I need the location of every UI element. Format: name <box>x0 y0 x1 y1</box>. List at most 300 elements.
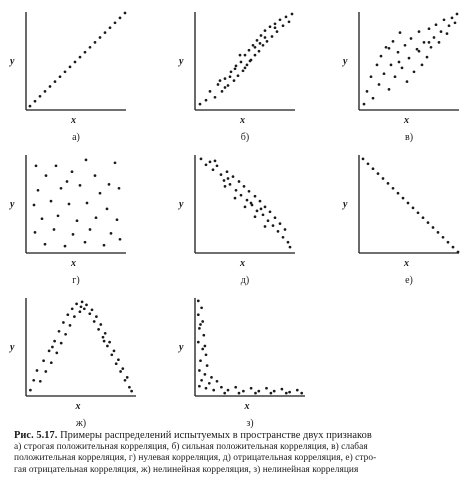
data-point <box>300 392 303 395</box>
data-point <box>240 61 243 64</box>
data-point <box>428 27 431 30</box>
data-point <box>104 31 107 34</box>
data-point <box>399 31 402 34</box>
data-point <box>260 208 263 211</box>
data-point <box>106 345 109 348</box>
data-point <box>254 195 257 198</box>
scatter-panel-2 <box>178 12 295 143</box>
data-point <box>390 64 393 67</box>
data-point <box>284 228 287 231</box>
data-point <box>197 341 200 344</box>
data-point <box>75 303 78 306</box>
data-point <box>97 328 100 331</box>
data-point <box>81 301 84 304</box>
data-point <box>53 228 56 231</box>
data-point <box>238 180 241 183</box>
data-point <box>200 158 203 161</box>
data-point <box>404 44 407 47</box>
y-axis-label: y <box>179 342 184 353</box>
caption-line-2: а) строгая положительная корреляция, б) сильная положительная корреляция, в) слабая <box>14 441 368 452</box>
data-point <box>106 208 109 211</box>
data-point <box>99 192 102 195</box>
data-point <box>277 230 280 233</box>
data-point <box>279 18 282 21</box>
data-point <box>33 204 36 207</box>
data-point <box>289 246 292 249</box>
data-point <box>44 90 47 93</box>
data-point <box>202 334 205 337</box>
data-point <box>85 304 88 307</box>
figure-caption <box>14 430 460 476</box>
data-point <box>394 75 397 78</box>
data-point <box>85 159 88 162</box>
data-point <box>86 202 89 205</box>
data-point <box>205 99 208 102</box>
data-point <box>201 320 204 323</box>
data-point <box>34 100 37 103</box>
data-point <box>264 225 267 228</box>
data-point <box>397 192 400 195</box>
data-point <box>219 79 222 82</box>
data-point <box>264 36 267 39</box>
data-point <box>267 219 270 222</box>
data-point <box>79 184 82 187</box>
y-axis-label: y <box>343 199 348 210</box>
data-point <box>103 340 106 343</box>
data-point <box>48 350 51 353</box>
data-point <box>269 25 272 28</box>
data-point <box>234 67 237 70</box>
data-point <box>116 218 119 221</box>
data-point <box>452 246 455 249</box>
x-axis-label: x <box>404 258 409 269</box>
data-point <box>198 369 201 372</box>
data-point <box>242 390 245 393</box>
data-point <box>217 83 220 86</box>
y-axis-label: y <box>179 56 184 67</box>
data-point <box>288 391 291 394</box>
data-point <box>227 84 230 87</box>
data-point <box>243 185 246 188</box>
data-point <box>430 46 433 49</box>
data-point <box>216 380 219 383</box>
data-point <box>89 46 92 49</box>
data-point <box>199 359 202 362</box>
data-point <box>104 332 107 335</box>
data-point <box>229 183 232 186</box>
data-point <box>407 202 410 205</box>
data-point <box>59 75 62 78</box>
data-point <box>99 36 102 39</box>
data-point <box>274 22 277 25</box>
data-point <box>256 39 259 42</box>
data-point <box>71 170 74 173</box>
data-point <box>227 177 230 180</box>
data-point <box>126 376 129 379</box>
data-point <box>91 308 94 311</box>
data-point <box>279 222 282 225</box>
data-point <box>366 90 369 93</box>
data-point <box>66 313 69 316</box>
data-point <box>362 158 365 161</box>
data-point <box>257 390 260 393</box>
data-point <box>119 370 122 373</box>
data-point <box>252 44 255 47</box>
data-point <box>254 46 257 49</box>
data-point <box>209 161 212 164</box>
data-point <box>84 241 87 244</box>
scatter-panel-8 <box>178 298 305 429</box>
data-point <box>53 340 56 343</box>
x-axis-label: x <box>244 401 250 412</box>
data-point <box>201 348 204 351</box>
data-point <box>440 30 443 33</box>
data-point <box>272 224 275 227</box>
panel-label: в) <box>404 132 414 143</box>
data-point <box>50 200 53 203</box>
y-axis-label: y <box>343 56 348 67</box>
data-point <box>110 353 113 356</box>
data-point <box>388 47 391 50</box>
data-point <box>216 164 219 167</box>
panel-label: д) <box>240 275 250 286</box>
y-axis-label: y <box>10 199 15 210</box>
data-point <box>456 13 459 16</box>
data-point <box>254 54 257 57</box>
data-point <box>62 321 65 324</box>
data-point <box>205 353 208 356</box>
data-point <box>423 41 426 44</box>
data-point <box>392 187 395 190</box>
data-point <box>119 238 122 241</box>
data-point <box>234 197 237 200</box>
data-point <box>199 103 202 106</box>
data-point <box>220 386 223 389</box>
caption-line-3: положительная корреляция, г) нулевая корреляция, д) отрицательная корреляция, е) стро- <box>14 453 377 464</box>
data-point <box>95 315 98 318</box>
data-point <box>398 61 401 64</box>
data-point <box>240 194 243 197</box>
data-point <box>433 36 436 39</box>
data-point <box>60 342 63 345</box>
data-point <box>66 180 69 183</box>
data-point <box>114 21 117 24</box>
data-point <box>291 13 294 16</box>
data-point <box>108 341 111 344</box>
data-point <box>49 85 52 88</box>
data-point <box>204 345 207 348</box>
data-point <box>264 29 267 32</box>
data-point <box>99 323 102 326</box>
data-point <box>57 214 60 217</box>
data-point <box>438 41 441 44</box>
data-point <box>446 32 449 35</box>
data-point <box>73 315 76 318</box>
data-point <box>72 233 75 236</box>
data-point <box>103 244 106 247</box>
data-point <box>76 219 79 222</box>
data-point <box>387 182 390 185</box>
panel-label: ж) <box>75 418 87 429</box>
data-point <box>244 54 247 57</box>
data-point <box>281 388 284 391</box>
data-point <box>262 213 265 216</box>
data-point <box>448 24 451 27</box>
data-point <box>443 18 446 21</box>
data-point <box>282 236 285 239</box>
data-point <box>88 312 91 315</box>
data-point <box>84 51 87 54</box>
data-point <box>244 206 247 209</box>
data-point <box>35 164 38 167</box>
data-point <box>205 163 208 166</box>
data-point <box>250 387 253 390</box>
data-point <box>271 35 274 38</box>
y-axis-label: y <box>10 342 15 353</box>
data-point <box>282 24 285 27</box>
data-point <box>259 200 262 203</box>
data-point <box>200 379 203 382</box>
panel-label: з) <box>246 418 254 429</box>
data-point <box>376 64 379 67</box>
data-point <box>447 241 450 244</box>
data-point <box>276 30 279 33</box>
data-point <box>442 236 445 239</box>
data-point <box>223 392 226 395</box>
scatter-panel-7 <box>9 298 136 429</box>
data-point <box>212 168 215 171</box>
data-point <box>74 61 77 64</box>
data-point <box>64 333 67 336</box>
data-point <box>244 67 247 70</box>
data-point <box>80 305 83 308</box>
data-point <box>270 392 273 395</box>
data-point <box>372 167 375 170</box>
data-point <box>117 358 120 361</box>
x-axis-label: x <box>240 258 245 269</box>
data-point <box>264 206 267 209</box>
data-point <box>94 41 97 44</box>
scatter-panel-5 <box>178 155 295 286</box>
data-point <box>256 210 259 213</box>
data-point <box>29 389 32 392</box>
data-point <box>406 80 409 83</box>
data-point <box>227 389 230 392</box>
x-axis-label: x <box>75 401 81 412</box>
data-point <box>426 56 429 59</box>
data-point <box>422 216 425 219</box>
panel-label: г) <box>72 275 80 286</box>
data-point <box>220 173 223 176</box>
data-point <box>37 189 40 192</box>
data-point <box>372 97 375 100</box>
data-point <box>435 23 438 26</box>
data-point <box>208 382 211 385</box>
data-point <box>273 390 276 393</box>
data-point <box>385 46 388 49</box>
data-point <box>437 231 440 234</box>
data-point <box>254 392 257 395</box>
data-point <box>250 202 253 205</box>
data-point <box>233 79 236 82</box>
data-point <box>110 232 113 235</box>
scatter-panel-3 <box>342 12 459 143</box>
data-point <box>269 210 272 213</box>
data-point <box>130 390 133 393</box>
data-point <box>223 179 226 182</box>
data-point <box>378 83 381 86</box>
data-point <box>401 67 404 70</box>
data-point <box>204 373 207 376</box>
data-point <box>232 175 235 178</box>
x-axis-label: x <box>71 258 76 269</box>
data-point <box>285 16 288 19</box>
data-point <box>199 323 202 326</box>
data-point <box>29 105 32 108</box>
x-axis-label: x <box>404 115 409 126</box>
data-point <box>383 72 386 75</box>
data-point <box>42 359 45 362</box>
data-point <box>418 50 421 53</box>
data-point <box>200 306 203 309</box>
data-point <box>109 26 112 29</box>
data-point <box>89 228 92 231</box>
data-point <box>262 44 265 47</box>
scatter-panel-6 <box>342 155 459 286</box>
data-point <box>64 245 67 248</box>
data-point <box>115 362 118 365</box>
data-point <box>412 207 415 210</box>
data-point <box>119 17 122 20</box>
data-point <box>205 387 208 390</box>
scatter-panel-1 <box>9 12 126 143</box>
data-point <box>413 70 416 73</box>
panel-label: е) <box>405 275 413 286</box>
data-point <box>69 66 72 69</box>
data-point <box>408 57 411 60</box>
data-point <box>44 370 47 373</box>
data-point <box>451 17 454 20</box>
data-point <box>248 190 251 193</box>
data-point <box>198 327 201 330</box>
data-point <box>32 379 35 382</box>
data-point <box>64 70 67 73</box>
data-point <box>392 40 395 43</box>
data-point <box>197 313 200 316</box>
data-point <box>224 86 227 89</box>
data-point <box>121 367 124 370</box>
data-point <box>226 170 229 173</box>
data-point <box>457 251 460 254</box>
data-point <box>296 389 299 392</box>
data-point <box>93 320 96 323</box>
data-point <box>128 386 131 389</box>
data-point <box>246 199 249 202</box>
data-point <box>427 221 430 224</box>
data-point <box>60 187 63 190</box>
data-point <box>83 307 86 310</box>
data-point <box>50 361 53 364</box>
caption-heading: Примеры распределений испытуемых в пространстве двух признаков <box>60 430 372 441</box>
data-point <box>69 324 72 327</box>
data-point <box>55 164 58 167</box>
data-point <box>402 197 405 200</box>
data-point <box>287 241 290 244</box>
data-point <box>224 185 227 188</box>
data-point <box>380 55 383 58</box>
data-point <box>239 54 242 57</box>
data-point <box>214 160 217 163</box>
data-point <box>235 189 238 192</box>
data-point <box>198 385 201 388</box>
data-point <box>214 96 217 99</box>
data-point <box>54 80 57 83</box>
data-point <box>421 64 424 67</box>
data-point <box>238 392 241 395</box>
data-point <box>71 307 74 310</box>
data-point <box>102 336 105 339</box>
data-point <box>382 177 385 180</box>
data-point <box>79 56 82 59</box>
data-point <box>254 215 257 218</box>
data-point <box>34 231 37 234</box>
data-point <box>416 48 419 51</box>
data-point <box>248 49 251 52</box>
data-point <box>265 387 268 390</box>
data-point <box>235 65 238 68</box>
scatter-panel-4 <box>9 155 126 286</box>
y-axis-label: y <box>10 56 15 67</box>
data-point <box>285 392 288 395</box>
data-point <box>39 95 42 98</box>
data-point <box>260 34 263 37</box>
data-point <box>418 30 421 33</box>
x-axis-label: x <box>71 115 76 126</box>
data-point <box>388 88 391 91</box>
data-point <box>428 41 431 44</box>
y-axis-label: y <box>179 199 184 210</box>
data-point <box>206 364 209 367</box>
data-point <box>274 216 277 219</box>
data-point <box>242 69 245 72</box>
data-point <box>39 380 42 383</box>
data-point <box>197 300 200 303</box>
data-point <box>210 376 213 379</box>
data-point <box>94 174 97 177</box>
data-point <box>417 211 420 214</box>
data-point <box>124 12 127 15</box>
data-point <box>363 103 366 106</box>
data-point <box>229 75 232 78</box>
caption-title: Рис. 5.17. <box>14 430 58 441</box>
x-axis-label: x <box>240 115 245 126</box>
data-point <box>41 217 44 220</box>
data-point <box>68 203 71 206</box>
data-point <box>230 70 233 73</box>
data-point <box>377 172 380 175</box>
data-point <box>118 187 121 190</box>
data-point <box>209 90 212 93</box>
data-point <box>36 369 39 372</box>
data-point <box>224 77 227 80</box>
caption-line-1 <box>14 430 460 442</box>
data-point <box>258 50 261 53</box>
data-point <box>45 174 48 177</box>
data-point <box>274 26 277 29</box>
data-point <box>237 74 240 77</box>
data-point <box>58 330 61 333</box>
data-point <box>288 20 291 23</box>
